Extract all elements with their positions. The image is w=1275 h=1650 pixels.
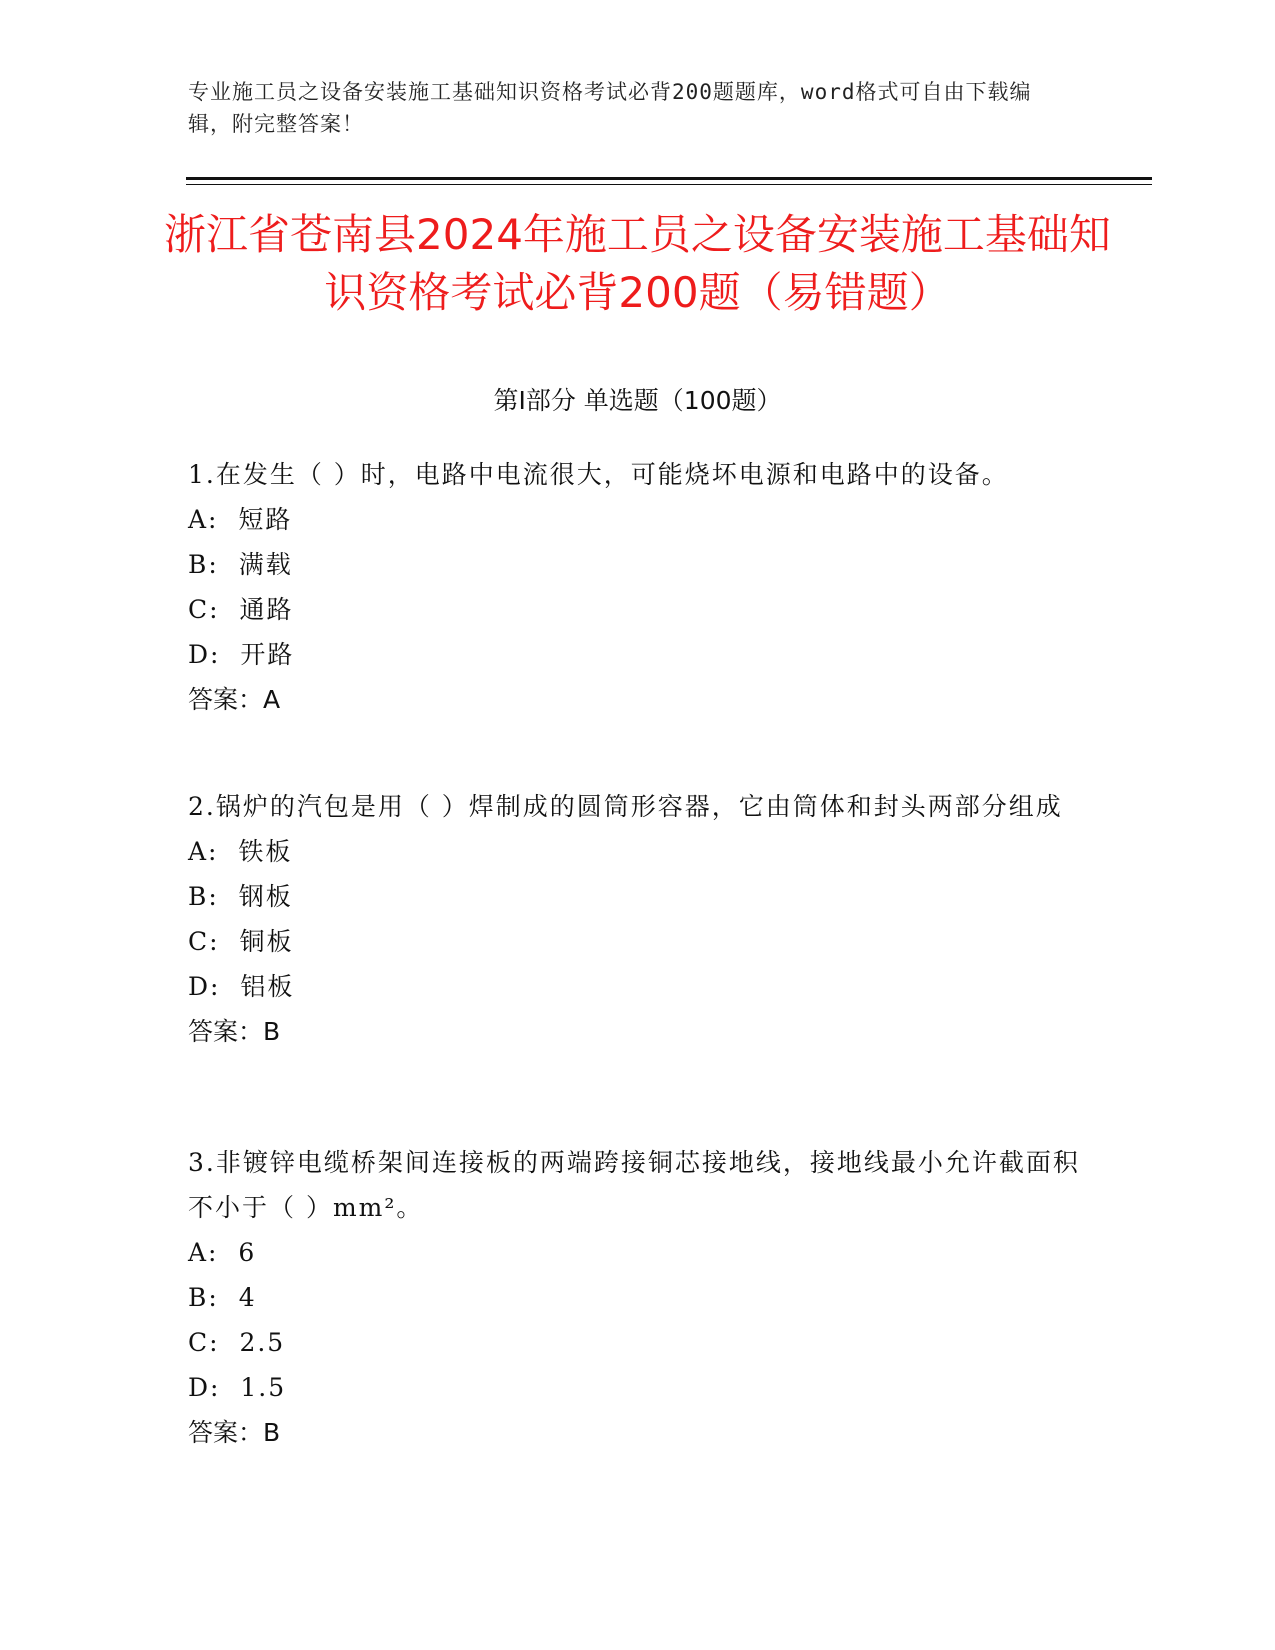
question-1: [188, 452, 1088, 722]
option-c: C: 通路: [188, 595, 294, 624]
answer: 答案：B: [188, 1017, 281, 1046]
document-title: 浙江省苍南县2024年施工员之设备安装施工基础知识资格考试必背200题（易错题）: [164, 210, 1111, 317]
option-b: B: 4: [188, 1283, 257, 1312]
header-note: 专业施工员之设备安装施工基础知识资格考试必背200题题库，word格式可自由下载编辑，附完整答案！: [188, 80, 1032, 136]
option-a: A: 铁板: [188, 837, 293, 866]
answer: 答案：A: [188, 685, 281, 714]
option-d: D: 铝板: [188, 972, 295, 1001]
option-d: D: 1.5: [188, 1373, 287, 1402]
question-stem: 1.在发生（ ）时，电路中电流很大，可能烧坏电源和电路中的设备。: [188, 460, 1009, 489]
option-b: B: 钢板: [188, 882, 293, 911]
header-divider-thin: [186, 184, 1152, 185]
answer: 答案：B: [188, 1418, 281, 1447]
section-heading: 第I部分 单选题（100题）: [493, 386, 782, 415]
question-2: [188, 784, 1088, 1054]
option-c: C: 铜板: [188, 927, 294, 956]
question-3: [188, 1140, 1088, 1455]
question-stem: 3.非镀锌电缆桥架间连接板的两端跨接铜芯接地线，接地线最小允许截面积不小于（ ）mm²。: [188, 1148, 1080, 1222]
option-d: D: 开路: [188, 640, 295, 669]
option-b: B: 满载: [188, 550, 293, 579]
option-a: A: 短路: [188, 505, 293, 534]
header-divider-thick: [186, 177, 1152, 180]
question-stem: 2.锅炉的汽包是用（ ）焊制成的圆筒形容器，它由筒体和封头两部分组成: [188, 792, 1063, 821]
option-c: C: 2.5: [188, 1328, 286, 1357]
option-a: A: 6: [188, 1238, 257, 1267]
